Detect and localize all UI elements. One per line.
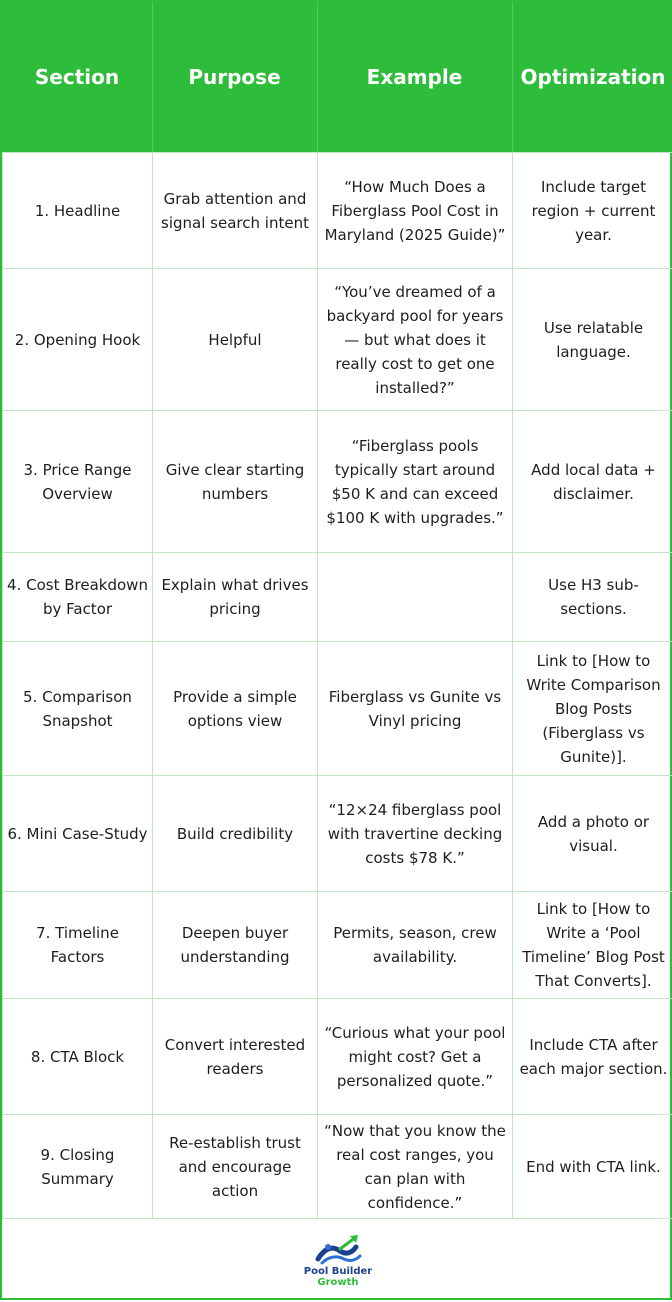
cell-example: “Now that you know the real cost ranges, you can plan with confidence.” xyxy=(318,1115,513,1219)
column-header-section: Section xyxy=(2,2,152,152)
table-header xyxy=(2,2,672,152)
cell-section: 4. Cost Breakdown by Factor xyxy=(3,553,153,642)
cell-optimization: End with CTA link. xyxy=(513,1115,672,1219)
cell-purpose: Re-establish trust and encourage action xyxy=(153,1115,318,1219)
cell-purpose: Grab attention and signal search intent xyxy=(153,153,318,269)
brand-logo xyxy=(304,1233,372,1288)
cell-example: “How Much Does a Fiberglass Pool Cost in Maryland (2025 Guide)” xyxy=(318,153,513,269)
cell-optimization: Include target region + current year. xyxy=(513,153,672,269)
cell-section: 7. Timeline Factors xyxy=(3,892,153,999)
table-row xyxy=(3,553,672,642)
cell-section: 3. Price Range Overview xyxy=(3,411,153,553)
cell-section: 1. Headline xyxy=(3,153,153,269)
cell-example: Fiberglass vs Gunite vs Vinyl pricing xyxy=(318,642,513,776)
cell-section: 8. CTA Block xyxy=(3,999,153,1115)
cell-example: “Fiberglass pools typically start around $50 K and can exceed $100 K with upgrades.” xyxy=(318,411,513,553)
cell-purpose: Provide a simple options view xyxy=(153,642,318,776)
cell-optimization: Add a photo or visual. xyxy=(513,776,672,892)
table-row xyxy=(3,1115,672,1219)
cell-optimization: Include CTA after each major section. xyxy=(513,999,672,1115)
cell-purpose: Explain what drives pricing xyxy=(153,553,318,642)
table-row xyxy=(3,776,672,892)
cell-section: 6. Mini Case-Study xyxy=(3,776,153,892)
cell-purpose: Helpful xyxy=(153,269,318,411)
table-row xyxy=(3,153,672,269)
cell-optimization: Add local data + disclaimer. xyxy=(513,411,672,553)
logo-text-primary: Pool Builder xyxy=(304,1266,372,1277)
column-header-purpose: Purpose xyxy=(152,2,317,152)
column-header-example: Example xyxy=(317,2,512,152)
content-table xyxy=(2,152,672,1219)
cell-example: “You’ve dreamed of a backyard pool for years — but what does it really cost to get one installed?” xyxy=(318,269,513,411)
cell-section: 9. Closing Summary xyxy=(3,1115,153,1219)
cell-section: 5. Comparison Snapshot xyxy=(3,642,153,776)
cell-example: “12×24 fiberglass pool with travertine decking costs $78 K.” xyxy=(318,776,513,892)
table-row xyxy=(3,642,672,776)
cell-purpose: Deepen buyer understanding xyxy=(153,892,318,999)
column-header-optimization: Optimization xyxy=(512,2,672,152)
cell-section: 2. Opening Hook xyxy=(3,269,153,411)
cell-optimization: Link to [How to Write a ‘Pool Timeline’ Blog Post That Converts]. xyxy=(513,892,672,999)
cell-purpose: Give clear starting numbers xyxy=(153,411,318,553)
cell-purpose: Build credibility xyxy=(153,776,318,892)
cell-optimization: Use relatable language. xyxy=(513,269,672,411)
footer xyxy=(2,1218,672,1302)
cell-example: “Curious what your pool might cost? Get a personalized quote.” xyxy=(318,999,513,1115)
cell-purpose: Convert interested readers xyxy=(153,999,318,1115)
wave-arrow-logo-icon xyxy=(310,1233,366,1265)
cell-optimization: Use H3 sub-sections. xyxy=(513,553,672,642)
table-row xyxy=(3,411,672,553)
cell-example xyxy=(318,553,513,642)
cell-example: Permits, season, crew availability. xyxy=(318,892,513,999)
table-row xyxy=(3,999,672,1115)
table-row xyxy=(3,892,672,999)
cell-optimization: Link to [How to Write Comparison Blog Posts (Fiberglass vs Gunite)]. xyxy=(513,642,672,776)
logo-text-secondary: Growth xyxy=(317,1277,358,1288)
table-row xyxy=(3,269,672,411)
